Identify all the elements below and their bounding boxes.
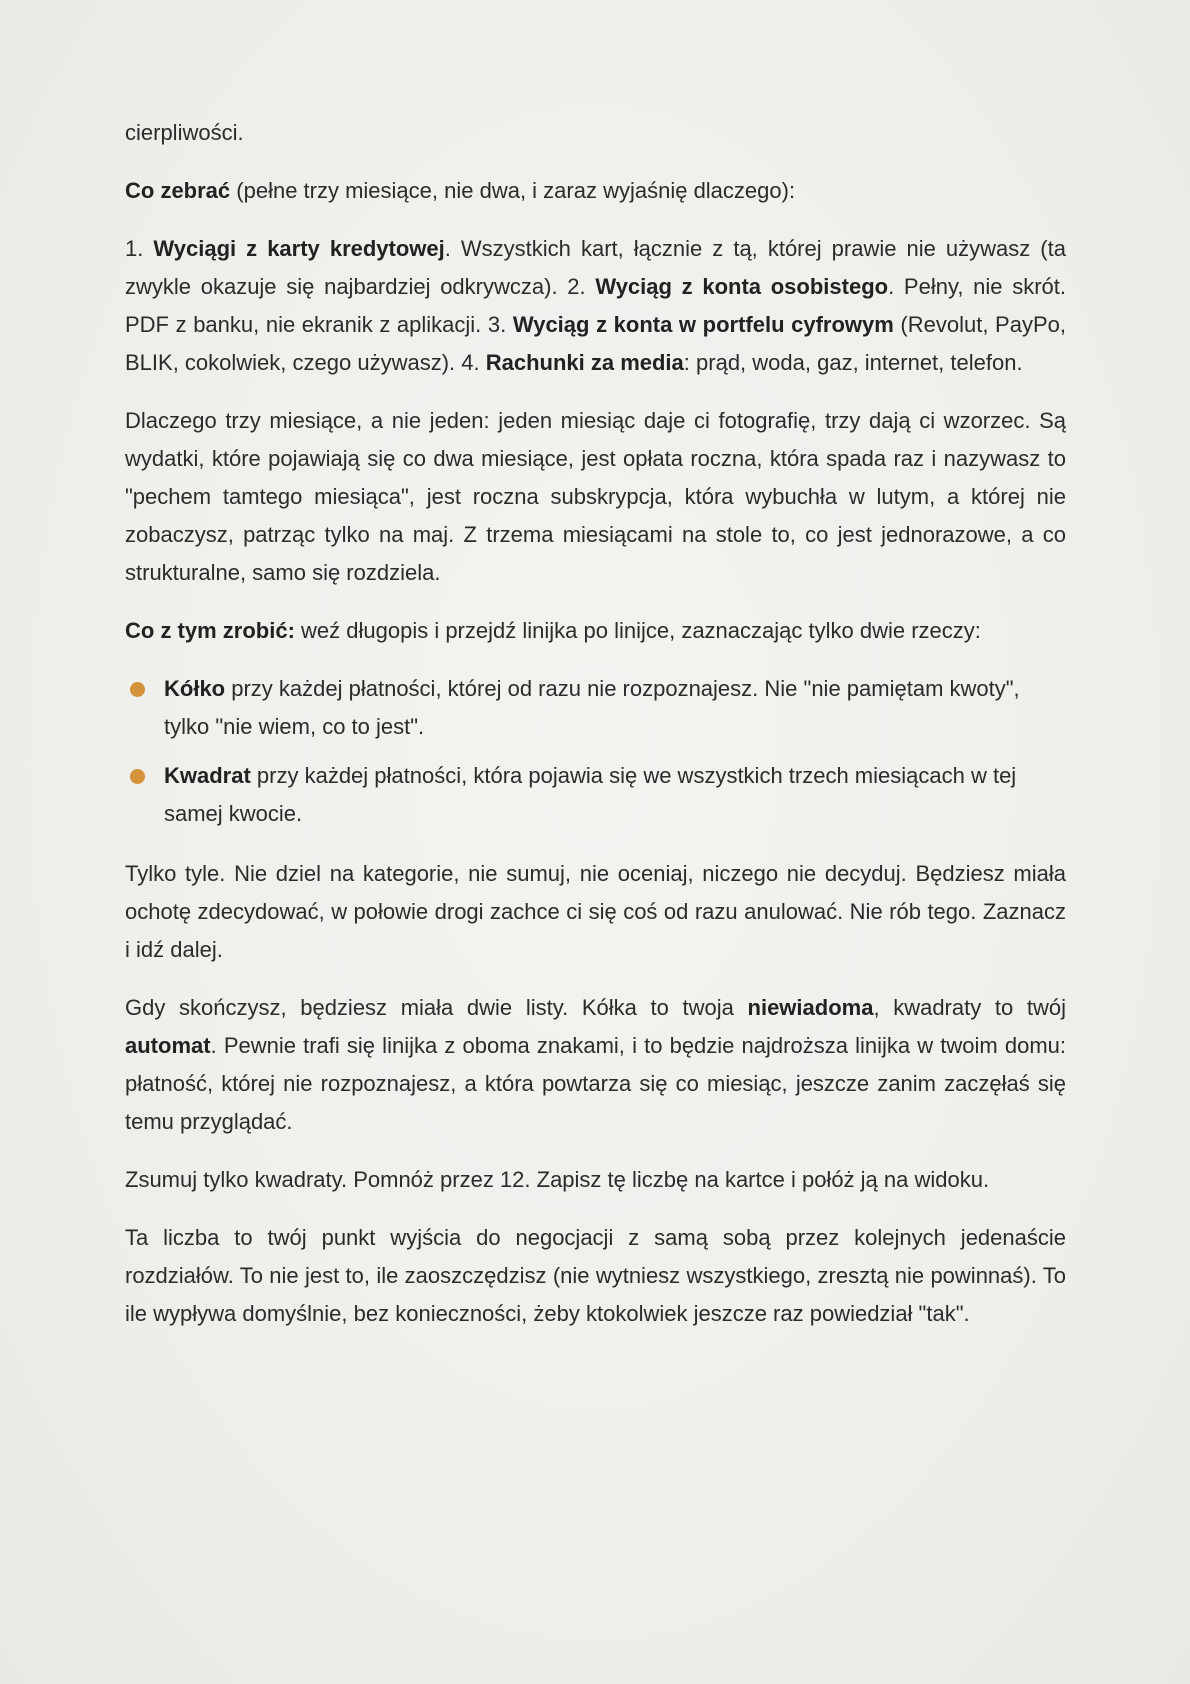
source-number: 4. [461,350,486,375]
paragraph-lists [125,989,1066,1141]
why-text: Dlaczego trzy miesiące, a nie jeden: jeden miesiąc daje ci fotografię, trzy dają ci wzorzec. Są wydatki, które pojawiają się co dwa miesiące, jest opłata roczna, która spada raz i nazywasz to "pechem tamtego miesiąca", jest roczna subskrypcja, która wybuchła w lutym, a której nie zobaczysz, patrząc tylko na maj. Z trzema miesiącami na stole to, co jest jednorazowe, a co strukturalne, samo się rozdziela. [125,408,1066,585]
paragraph-why [125,402,1066,592]
final-text: Ta liczba to twój punkt wyjścia do negocjacji z samą sobą przez kolejnych jedenaście rozdziałów. To nie jest to, ile zaoszczędzisz (nie wytniesz wszystkiego, zresztą nie powinnaś). To ile wypływa domyślnie, bez konieczności, żeby ktokolwiek jeszcze raz powiedział "tak". [125,1225,1066,1326]
intro-text: cierpliwości. [125,120,244,145]
source-number: 1. [125,236,154,261]
collect-lead: Co zebrać [125,178,231,203]
paragraph-sum [125,1161,1066,1199]
mark-text: przy każdej płatności, której od razu nie rozpoznajesz. Nie "nie pamiętam kwoty", tylko "nie wiem, co to jest". [164,676,1020,739]
action-lead: Co z tym zrobić: [125,618,295,643]
bullet-dot-icon [130,769,145,784]
source-title: Rachunki za media [485,350,684,375]
source-number: 2. [567,274,596,299]
mark-text: przy każdej płatności, która pojawia się we wszystkich trzech miesiącach w tej samej kwocie. [164,763,1017,826]
source-text: : prąd, woda, gaz, internet, telefon. [683,350,1023,375]
paragraph-only [125,855,1066,969]
list-item [125,670,1066,746]
document-body [125,114,1066,1353]
source-title: Wyciąg z konta w portfelu cyfrowym [512,312,894,337]
source-title: Wyciąg z konta osobistego [595,274,889,299]
paragraph-action [125,612,1066,650]
mark-list [125,670,1066,833]
lists-text: . Pewnie trafi się linijka z oboma znakami, i to będzie najdroższa linijka w twoim domu: płatność, której nie rozpoznajesz, a która powtarza się co miesiąc, jeszcze zanim zaczęłaś się temu przyglądać. [125,1033,1066,1134]
paragraph-intro [125,114,1066,152]
paragraph-sources [125,230,1066,382]
source-title: Wyciągi z karty kredytowej [153,236,445,261]
sum-text: Zsumuj tylko kwadraty. Pomnóż przez 12. Zapisz tę liczbę na kartce i połóż ją na widoku. [125,1167,990,1192]
lists-text: , kwadraty to twój [873,995,1066,1020]
source-text: . Wszystkich kart, łącznie z tą, której prawie nie używasz (ta zwykle okazuje się najbardziej odkrywcza). [125,236,1066,299]
paragraph-final [125,1219,1066,1333]
mark-title: Kółko [164,676,226,701]
source-number: 3. [487,312,513,337]
bullet-dot-icon [130,682,145,697]
source-text: . Pełny, nie skrót. PDF z banku, nie ekranik z aplikacji. [125,274,1066,337]
mark-title: Kwadrat [164,763,251,788]
only-text: Tylko tyle. Nie dziel na kategorie, nie sumuj, nie oceniaj, niczego nie decyduj. Będziesz miała ochotę zdecydować, w połowie drogi zachce ci się coś od razu anulować. Nie rób tego. Zaznacz i idź dalej. [125,861,1066,962]
action-text: weź długopis i przejdź linijka po linijce, zaznaczając tylko dwie rzeczy: [294,618,981,643]
lists-bold-unknown: niewiadoma [747,995,874,1020]
list-item [125,757,1066,833]
paragraph-collect [125,172,1066,210]
collect-text: (pełne trzy miesiące, nie dwa, i zaraz wyjaśnię dlaczego): [230,178,796,203]
lists-text: Gdy skończysz, będziesz miała dwie listy. Kółka to twoja [125,995,748,1020]
source-text: (Revolut, PayPo, BLIK, cokolwiek, czego używasz). [125,312,1066,375]
lists-bold-automatic: automat [125,1033,211,1058]
